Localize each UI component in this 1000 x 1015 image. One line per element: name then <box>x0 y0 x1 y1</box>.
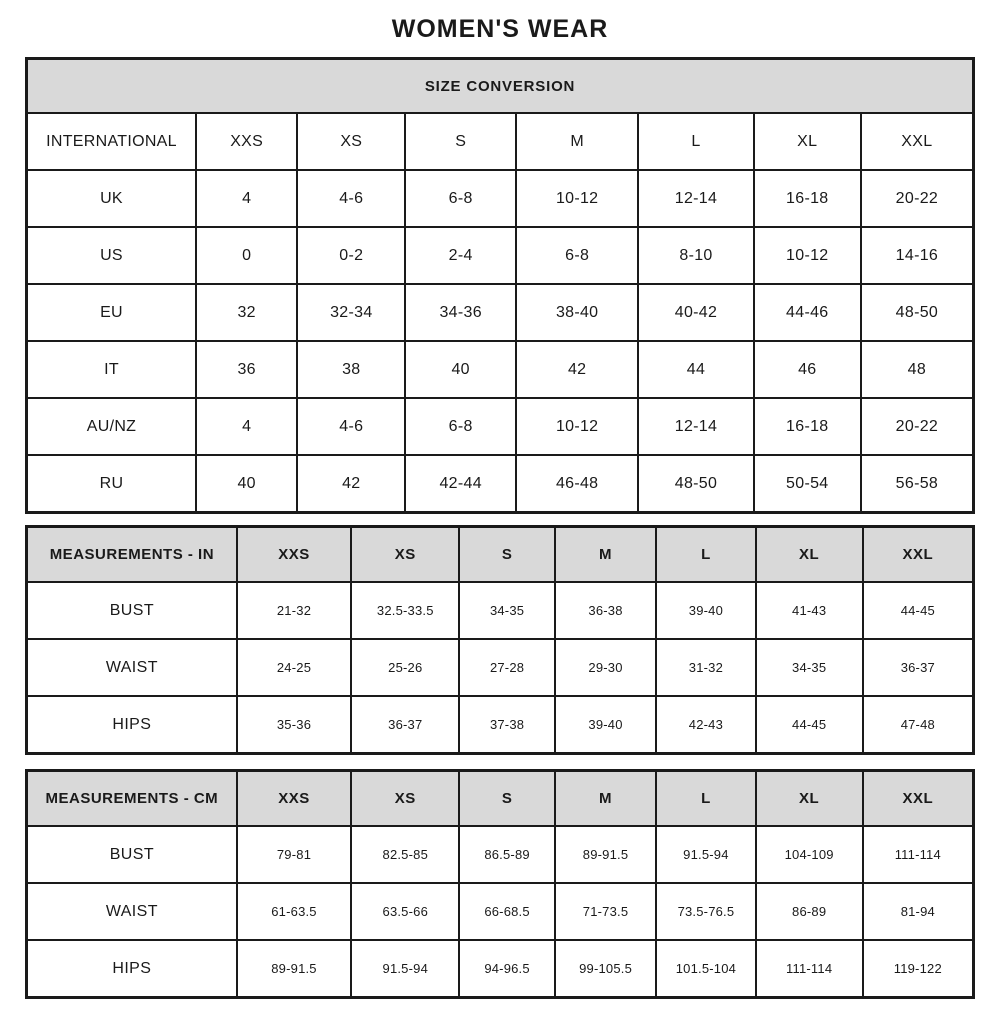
value-cell: 40-42 <box>638 284 754 341</box>
value-cell: 44-45 <box>756 696 863 754</box>
value-cell: 32 <box>196 284 297 341</box>
value-cell: 21-32 <box>237 582 352 639</box>
row-label-cell: UK <box>27 170 197 227</box>
value-cell: L <box>638 113 754 170</box>
measurements-in-table <box>25 525 975 755</box>
table-row <box>27 227 974 284</box>
value-cell: 10-12 <box>754 227 861 284</box>
value-cell: 44-45 <box>863 582 974 639</box>
row-label-cell: IT <box>27 341 197 398</box>
size-conversion-title: SIZE CONVERSION <box>27 59 974 114</box>
table-row <box>27 284 974 341</box>
value-cell: 111-114 <box>756 940 863 998</box>
value-cell: 6-8 <box>516 227 638 284</box>
value-cell: 37-38 <box>459 696 555 754</box>
value-cell: M <box>516 113 638 170</box>
row-label-cell: AU/NZ <box>27 398 197 455</box>
value-cell: 6-8 <box>405 170 516 227</box>
size-column-header: XXL <box>863 771 974 827</box>
size-column-header: XS <box>351 527 459 583</box>
value-cell: XXL <box>861 113 974 170</box>
value-cell: 4-6 <box>297 398 405 455</box>
size-column-header: S <box>459 527 555 583</box>
value-cell: 89-91.5 <box>237 940 352 998</box>
value-cell: 119-122 <box>863 940 974 998</box>
value-cell: 47-48 <box>863 696 974 754</box>
value-cell: 25-26 <box>351 639 459 696</box>
value-cell: 4 <box>196 170 297 227</box>
value-cell: 86.5-89 <box>459 826 555 883</box>
value-cell: 38 <box>297 341 405 398</box>
measurements-cm-table <box>25 769 975 999</box>
value-cell: 40 <box>196 455 297 513</box>
row-label-cell: BUST <box>27 582 237 639</box>
value-cell: 91.5-94 <box>656 826 755 883</box>
table-row <box>27 113 974 170</box>
value-cell: 32-34 <box>297 284 405 341</box>
value-cell: 0-2 <box>297 227 405 284</box>
table-row <box>27 455 974 513</box>
size-column-header: XXS <box>237 771 352 827</box>
table-row <box>27 883 974 940</box>
value-cell: 50-54 <box>754 455 861 513</box>
value-cell: XS <box>297 113 405 170</box>
value-cell: 16-18 <box>754 398 861 455</box>
table-row <box>27 398 974 455</box>
value-cell: 4 <box>196 398 297 455</box>
value-cell: 81-94 <box>863 883 974 940</box>
size-column-header: XL <box>756 527 863 583</box>
value-cell: 73.5-76.5 <box>656 883 755 940</box>
value-cell: 27-28 <box>459 639 555 696</box>
value-cell: 39-40 <box>555 696 656 754</box>
value-cell: 32.5-33.5 <box>351 582 459 639</box>
value-cell: 8-10 <box>638 227 754 284</box>
value-cell: 46 <box>754 341 861 398</box>
value-cell: 36-38 <box>555 582 656 639</box>
table-row <box>27 582 974 639</box>
value-cell: 36-37 <box>351 696 459 754</box>
value-cell: 2-4 <box>405 227 516 284</box>
value-cell: 4-6 <box>297 170 405 227</box>
value-cell: 36 <box>196 341 297 398</box>
value-cell: 41-43 <box>756 582 863 639</box>
page-title: WOMEN'S WEAR <box>391 15 609 43</box>
value-cell: 20-22 <box>861 170 974 227</box>
value-cell: 34-35 <box>756 639 863 696</box>
value-cell: 91.5-94 <box>351 940 459 998</box>
row-label-cell: EU <box>27 284 197 341</box>
value-cell: 82.5-85 <box>351 826 459 883</box>
value-cell: 39-40 <box>656 582 755 639</box>
size-column-header: XXS <box>237 527 352 583</box>
size-column-header: S <box>459 771 555 827</box>
value-cell: 44-46 <box>754 284 861 341</box>
value-cell: S <box>405 113 516 170</box>
value-cell: 42 <box>516 341 638 398</box>
value-cell: XXS <box>196 113 297 170</box>
value-cell: 56-58 <box>861 455 974 513</box>
table-row <box>27 170 974 227</box>
value-cell: 86-89 <box>756 883 863 940</box>
value-cell: 42 <box>297 455 405 513</box>
size-column-header: L <box>656 771 755 827</box>
size-column-header: XXL <box>863 527 974 583</box>
row-label-cell: WAIST <box>27 639 237 696</box>
value-cell: 44 <box>638 341 754 398</box>
value-cell: 40 <box>405 341 516 398</box>
size-column-header: XS <box>351 771 459 827</box>
table-row <box>27 341 974 398</box>
value-cell: 29-30 <box>555 639 656 696</box>
value-cell: 12-14 <box>638 170 754 227</box>
size-column-header: L <box>656 527 755 583</box>
value-cell: 48-50 <box>638 455 754 513</box>
row-label-cell: BUST <box>27 826 237 883</box>
value-cell: 63.5-66 <box>351 883 459 940</box>
value-cell: 42-43 <box>656 696 755 754</box>
row-label-cell: US <box>27 227 197 284</box>
value-cell: 24-25 <box>237 639 352 696</box>
row-label-cell: HIPS <box>27 940 237 998</box>
value-cell: 101.5-104 <box>656 940 755 998</box>
value-cell: 16-18 <box>754 170 861 227</box>
value-cell: 38-40 <box>516 284 638 341</box>
row-label-cell: INTERNATIONAL <box>27 113 197 170</box>
value-cell: 35-36 <box>237 696 352 754</box>
table-row <box>27 696 974 754</box>
value-cell: 14-16 <box>861 227 974 284</box>
value-cell: 42-44 <box>405 455 516 513</box>
table-header-row <box>27 59 974 114</box>
size-chart-page <box>25 15 975 999</box>
row-label-cell: WAIST <box>27 883 237 940</box>
measurements-cm-title: MEASUREMENTS - CM <box>27 771 237 827</box>
value-cell: 48 <box>861 341 974 398</box>
value-cell: 66-68.5 <box>459 883 555 940</box>
size-column-header: M <box>555 527 656 583</box>
value-cell: 46-48 <box>516 455 638 513</box>
value-cell: 94-96.5 <box>459 940 555 998</box>
value-cell: 36-37 <box>863 639 974 696</box>
table-header-row <box>27 771 974 827</box>
value-cell: 61-63.5 <box>237 883 352 940</box>
row-label-cell: HIPS <box>27 696 237 754</box>
value-cell: 6-8 <box>405 398 516 455</box>
table-row <box>27 639 974 696</box>
value-cell: 10-12 <box>516 398 638 455</box>
value-cell: 34-35 <box>459 582 555 639</box>
value-cell: 34-36 <box>405 284 516 341</box>
value-cell: XL <box>754 113 861 170</box>
value-cell: 71-73.5 <box>555 883 656 940</box>
size-column-header: XL <box>756 771 863 827</box>
value-cell: 10-12 <box>516 170 638 227</box>
row-label-cell: RU <box>27 455 197 513</box>
value-cell: 111-114 <box>863 826 974 883</box>
value-cell: 99-105.5 <box>555 940 656 998</box>
value-cell: 89-91.5 <box>555 826 656 883</box>
table-header-row <box>27 527 974 583</box>
value-cell: 48-50 <box>861 284 974 341</box>
table-row <box>27 826 974 883</box>
size-column-header: M <box>555 771 656 827</box>
value-cell: 0 <box>196 227 297 284</box>
value-cell: 31-32 <box>656 639 755 696</box>
value-cell: 20-22 <box>861 398 974 455</box>
measurements-in-title: MEASUREMENTS - IN <box>27 527 237 583</box>
value-cell: 79-81 <box>237 826 352 883</box>
size-conversion-table <box>25 57 975 514</box>
value-cell: 12-14 <box>638 398 754 455</box>
table-row <box>27 940 974 998</box>
value-cell: 104-109 <box>756 826 863 883</box>
